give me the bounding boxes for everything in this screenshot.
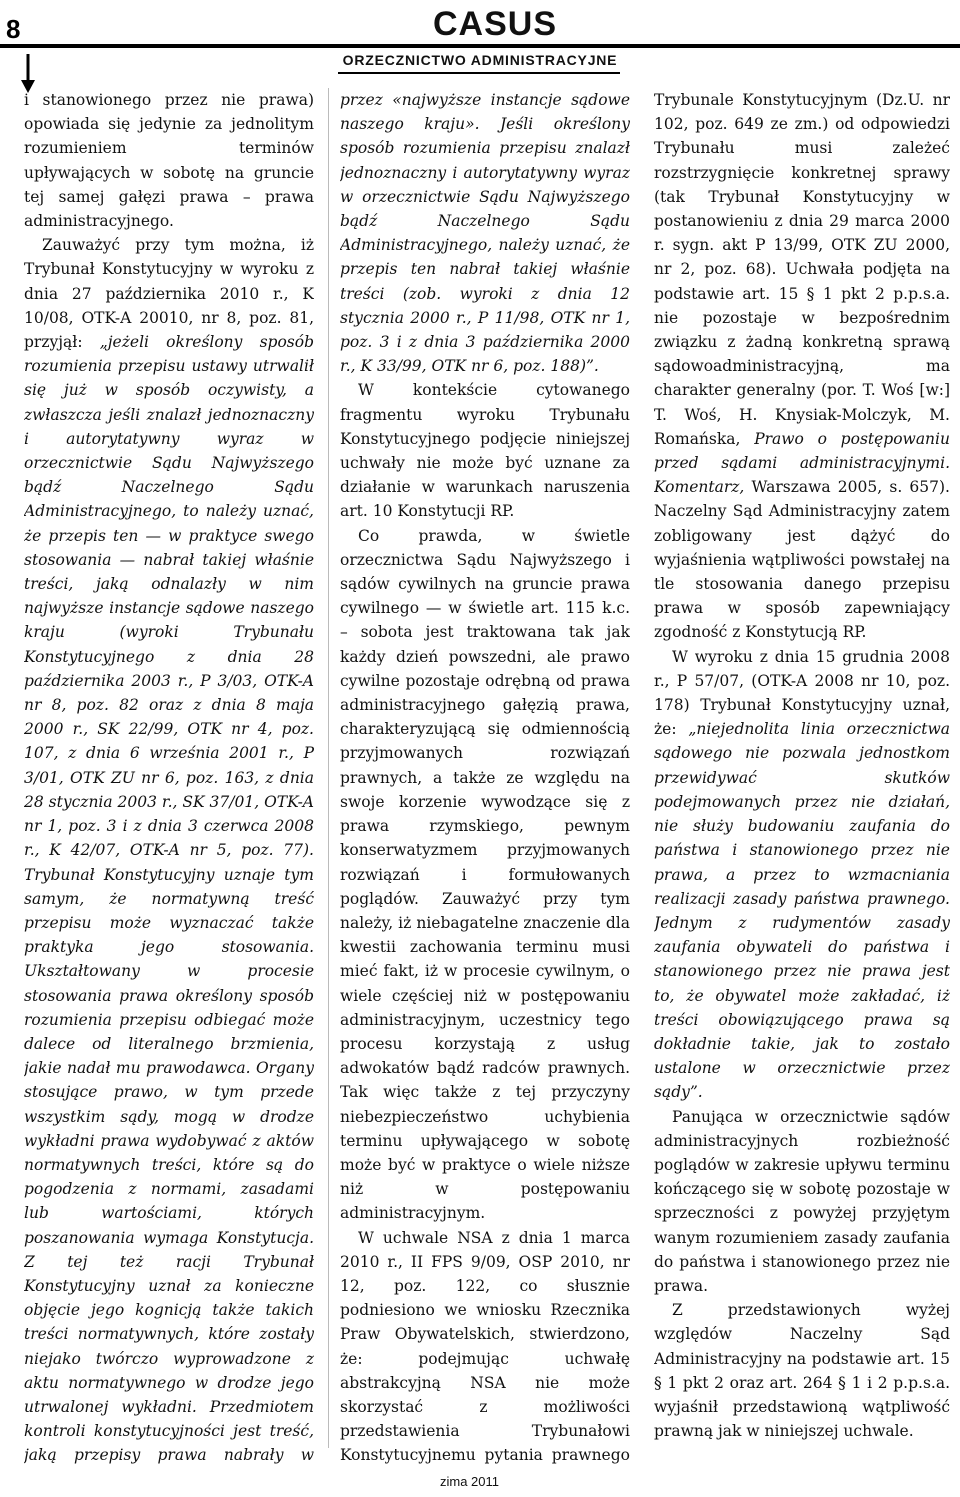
citation-title: Prawo o postępowaniu przed sądami administracyjnymi. Komentarz,: [654, 429, 950, 497]
masthead-logo: CASUS: [432, 5, 558, 43]
quotation: przez «najwyższe instancje sądowe naszego kraju». Jeśli określony sposób rozumienia przepisu znalazł jednoznaczny i autorytatywny wyraz w orzecznictwie Sądu Najwyższego bądź Naczelnego Sądu Administracyjnego, należy uznać, że przepis ten nabrał takiej właśnie treści (zob. wyroki z dnia 12 stycznia 2000 r., P 11/98, OTK nr 1, poz. 3 i z dnia 3 października 2000 r., K 33/99, OTK nr 6, poz. 188)”.: [340, 91, 630, 376]
paragraph: W kontekście cytowanego fragmentu wyroku Trybunału Konstytucyjnego podjęcie niniejszej uchwały nie może być uznane za działanie w warunkach naruszenia art. 10 Konstytucji RP.: [340, 381, 630, 521]
paragraph: [654, 88, 950, 645]
page-number: 8: [6, 14, 21, 44]
paragraph: [24, 233, 314, 1468]
section-title: ORZECZNICTWO ADMINISTRACYJNE: [342, 52, 618, 68]
footer-issue: zima 2011: [440, 1474, 500, 1489]
paragraph-text: Trybunale Konstytucyjnym (Dz.U. nr 102, poz. 649 ze zm.) od odpowiedzi Trybunału musi zależeć rozstrzygnięcie konkretnej sprawy (tak Trybunał Konstytucyjny w postanowieniu z dnia 29 marca 2000 r. sygn. akt P 13/99, OTK ZU 2000, nr 2, poz. 68). Uchwała podjęta na podstawie art. 15 § 1 pkt 2 p.p.s.a. nie pozostaje w bezpośrednim związku z żadną konkretną sprawą sądowoadministracyjną, ma charakter generalny (por. T. Woś [w:] T. Woś, H. Knysiak-Molczyk, M. Romańska,: [654, 91, 950, 448]
paragraph-text: Zauważyć przy tym można, iż Trybunał Konstytucyjny w wyroku z dnia 27 października 2010 r., K 10/08, OTK-A 20010, nr 8, poz. 81, przyjął:: [24, 236, 314, 352]
paragraph: Z przedstawionych wyżej względów Naczelny Sąd Administracyjny na podstawie art. 15 § 1 pkt 2 oraz art. 264 § 1 i 2 p.p.s.a. wyjaśnił przedstawioną wątpliwość prawną jak w niniejszej uchwale.: [654, 1301, 950, 1441]
paragraph: Panująca w orzecznictwie sądów administracyjnych rozbieżność poglądów w zakresie upływu terminu kończącego się w sobotę pozostaje w sprzeczności z powyżej przyjętym wanym rozumieniem zasady zaufania do państwa i stanowionego przez nie prawa.: [654, 1107, 950, 1295]
column-divider: [328, 88, 329, 1448]
column-3: [654, 88, 950, 1468]
header-rule: [0, 44, 960, 48]
paragraph: [654, 645, 950, 1105]
column-2: [340, 88, 630, 1468]
quotation: „jeżeli określony sposób rozumienia przepisu ustawy utrwalił się już w sposób oczywisty, a zwłaszcza jeśli znalazł jednoznaczny i autorytatywny wyraz w orzecznictwie Sądu Najwyższego bądź Naczelnego Sądu Administracyjnego, to należy uznać, że przepis ten — w praktyce swego stosowania — nabrał takiej właśnie treści, jaką odnalazły w nim najwyższe instancje sądowe naszego kraju (wyroki Trybunału Konstytucyjnego z dnia 28 października 2003 r., P 3/03, OTK-A nr 8, poz. 82 oraz z dnia 8 maja 2000 r., SK 22/99, OTK nr 4, poz. 107, z dnia 6 września 2001 r., P 3/01, OTK ZU nr 6, poz. 163, z dnia 28 stycznia 2003 r., SK 37/01, OTK-A nr 1, poz. 3 i z dnia 3 czerwca 2008 r., K 42/07, OTK-A nr 5, poz. 77). Trybunał Konstytucyjny uznaje tym samym, że normatywną treść przepisu może wyznaczać także praktyka jego stosowania. Ukształtowany w procesie stosowania prawa określony sposób rozumienia przepisu odbiegać może dalece od literalnego brzmienia, jakie nadał mu prawodawca. Organy stosujące prawo, w tym przede wszystkim sądy, mogą w drodze wykładni prawa wydobywać z aktów normatywnych treści, które są do pogodzenia z normami, zasadami lub wartościami, których poszanowania wymaga Konstytucja. Z tej też racji Trybunał Konstytucyjny uznał za konieczne objęcie jego kognicją także takich treści normatywnych, które zostały niejako twórczo wyprowadzone z aktu normatywnego w drodze jego utrwalonej wykładni. Przedmiotem kontroli konstytucyjności jest treść, jaką przepisy prawa nabrały w: [24, 333, 314, 1465]
section-rule: [338, 72, 620, 74]
paragraph: Co prawda, w świetle orzecznictwa Sądu Najwyższego i sądów cywilnych na gruncie prawa cywilnego — w świetle art. 115 k.c. – sobota jest traktowana tak jak każdy dzień powszedni, ale prawo cywilne pozostaje odrębną od prawa administracyjnego gałęzią prawa, charakteryzującą się odmiennością przyjmowanych rozwiązań prawnych, a także ze względu na swoje korzenie wywodzące się z prawa rzymskiego, pewnym konserwatyzmem przyjmowanych rozwiązań i formułowanych poglądów. Zauważyć przy tym należy, iż niebagatelne znaczenie dla kwestii zachowania terminu musi mieć fakt, iż w procesie cywilnym, o wiele częściej niż w postępowaniu administracyjnym, uczestnicy tego procesu korzystają z usług adwokatów bądź radców prawnych. Tak więc także z tej przyczyny niebezpieczeństwo uchybienia terminu upływającego w sobotę może być w praktyce o wiele niższe niż w postępowaniu administracyjnym.: [340, 526, 630, 1223]
column-1: [24, 88, 314, 1468]
quotation: „niejednolita linia orzecznictwa sądowego nie pozwala jednostkom przewidywać skutków podejmowanych przez nie działań, nie służy budowaniu zaufania do państwa i stanowionego przez nie prawa, a przez to wzmacniania realizacji zasady państwa prawnego. Jednym z rudymentów zasady zaufania obywateli do państwa i stanowionego przez nie prawa jest to, że obywatel może zakładać, iż treści obowiązującego prawa są dokładnie takie, jak to zostało ustalone w orzecznictwie przez sądy”.: [654, 720, 950, 1102]
paragraph-text: Warszawa 2005, s. 657). Naczelny Sąd Administracyjny zatem zobligowany jest dążyć do wyjaśnienia wątpliwości powstałej na tle stosowania danego przepisu prawa w sposób zapewniający zgodność z Konstytucją RP.: [654, 478, 950, 642]
paragraph-text: W wyroku z dnia 15 grudnia 2008 r., P 57/07, (OTK-A 2008 nr 10, poz. 178) Trybunał Konstytucyjny uznał, że:: [654, 647, 950, 739]
paragraph: i stanowionego przez nie prawa) opowiada się jedynie za jednolitym rozumieniem terminów upływających w sobotę na gruncie tej samej gałęzi prawa – prawa administracyjnego.: [24, 91, 314, 231]
paragraph: W uchwale NSA z dnia 1 marca 2010 r., II FPS 9/09, OSP 2010, nr 12, poz. 122, co słusznie podniesiono we wniosku Rzecznika Praw Obywatelskich, stwierdzono, że: podejmując uchwałę abstrakcyjną NSA nie może skorzystać z możliwości przedstawienia Trybunałowi Konstytucyjnemu pytania prawnego: [340, 1228, 630, 1465]
